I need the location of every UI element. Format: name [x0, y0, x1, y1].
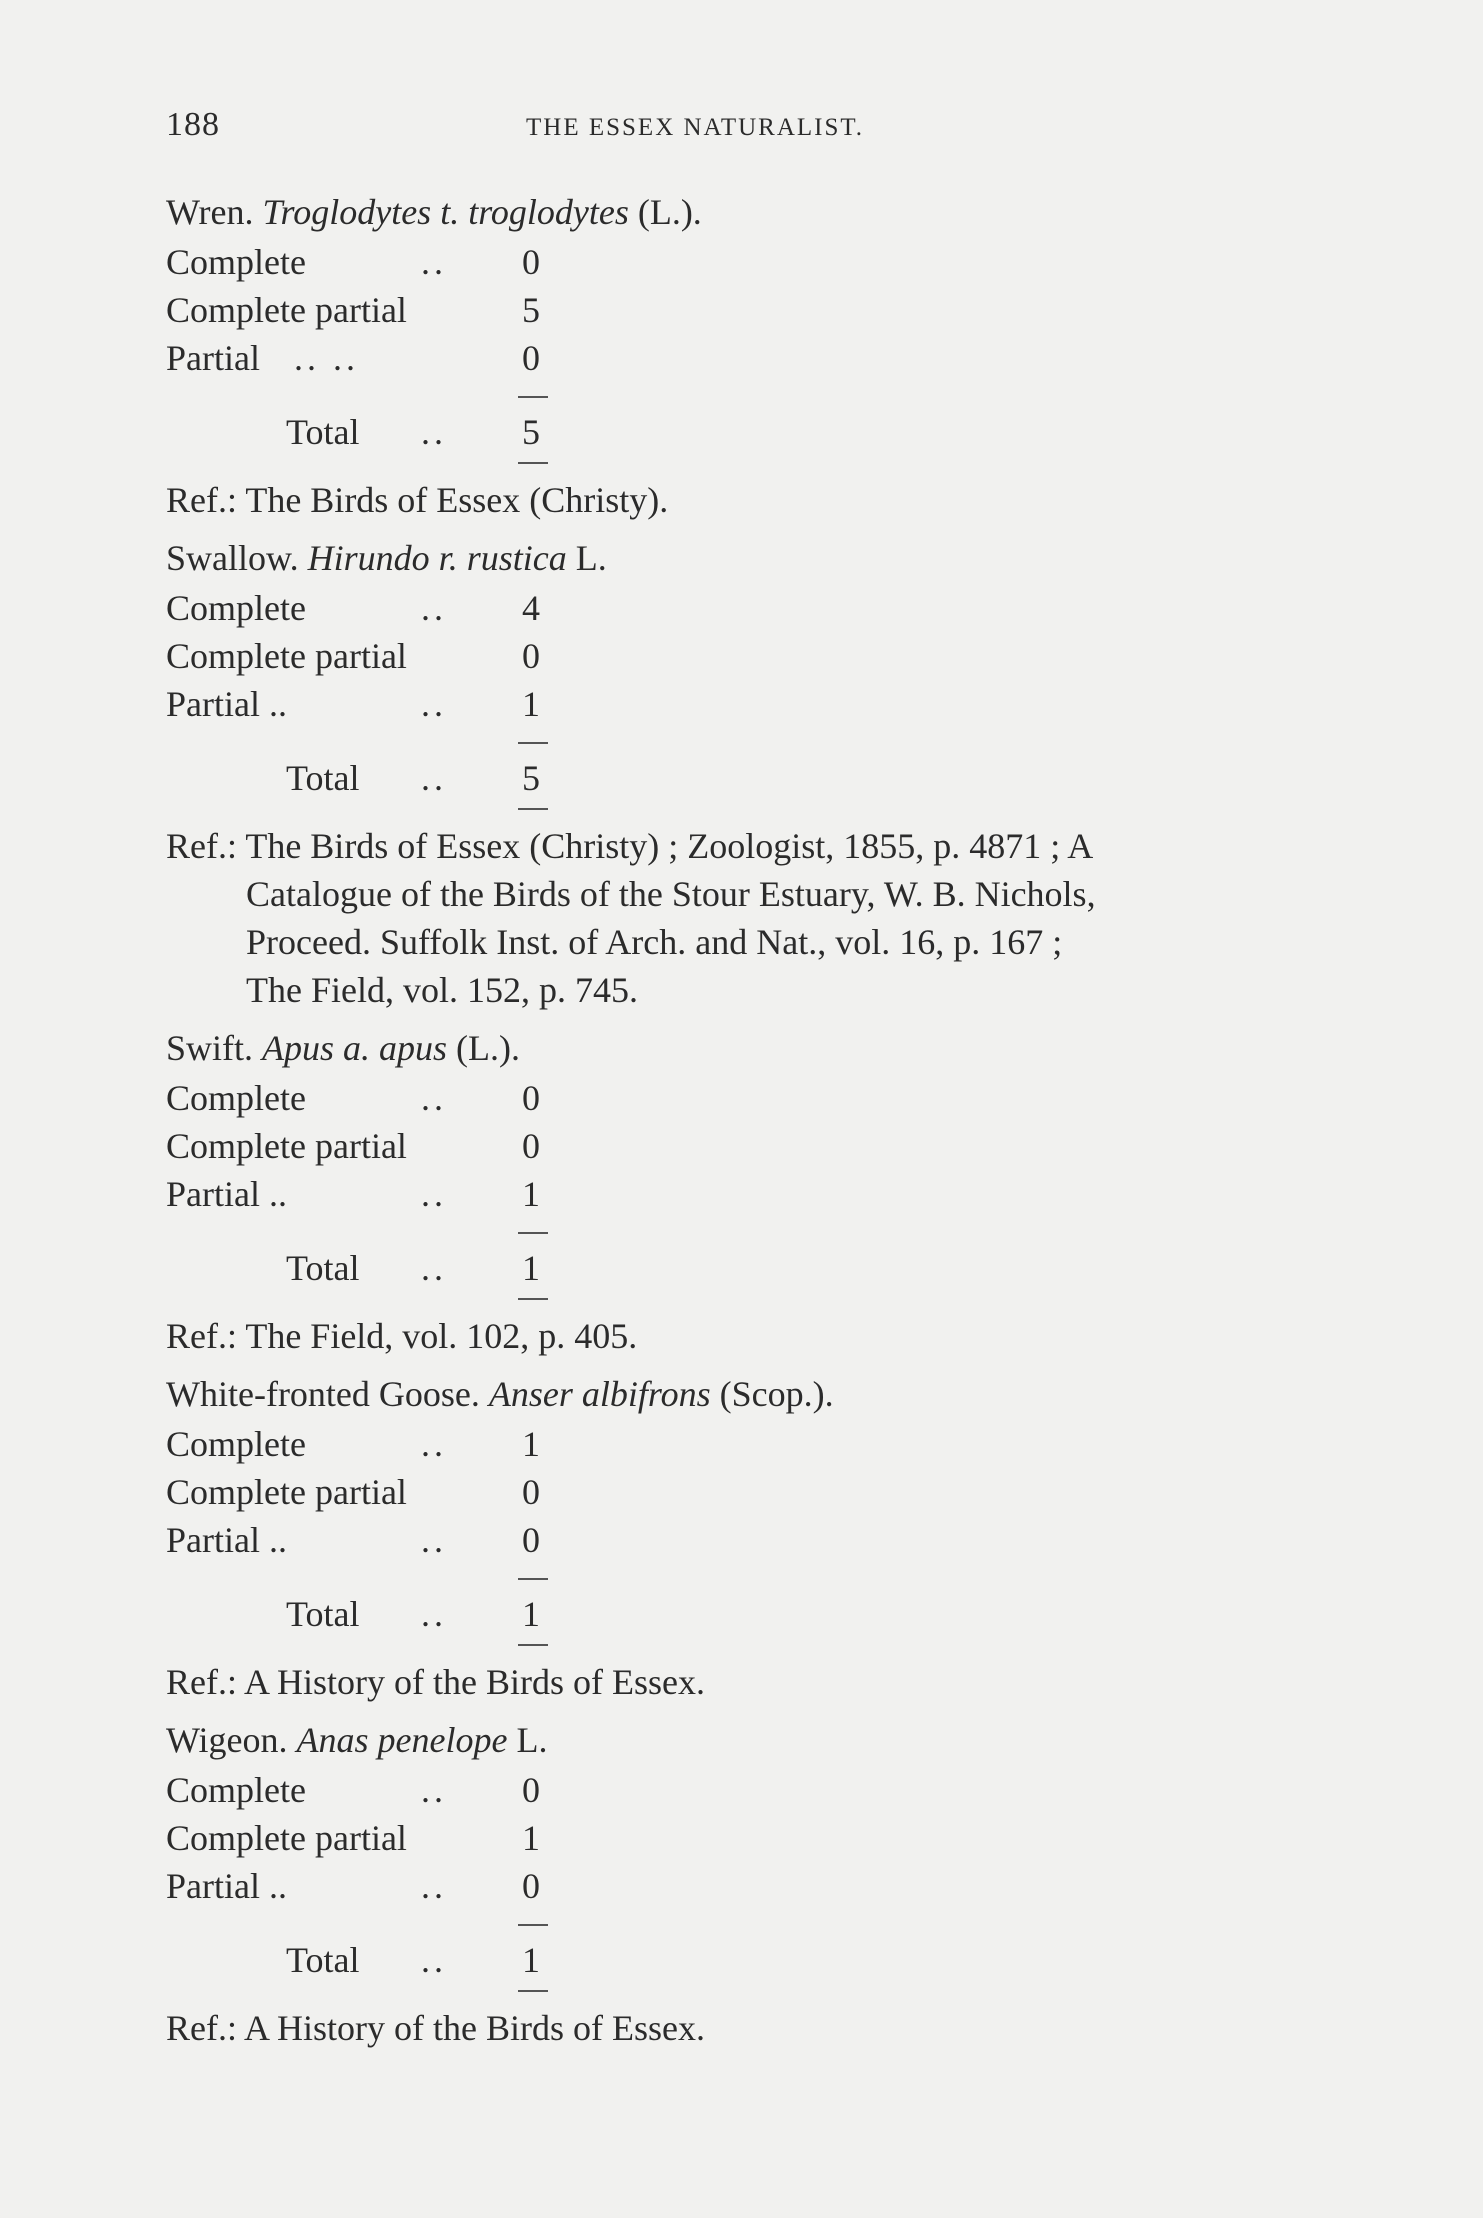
count-value: 1	[522, 1818, 540, 1858]
leader-dots: ..	[421, 588, 447, 628]
leader-dots: ..	[421, 758, 447, 798]
total-label: Total	[286, 758, 360, 798]
total-rule-bottom	[518, 1644, 548, 1646]
reference	[166, 476, 1336, 524]
count-row	[166, 238, 1366, 286]
leader-dots: ..	[421, 1174, 447, 1214]
total-row	[166, 1570, 1366, 1650]
count-label: Partial ..	[166, 1520, 287, 1560]
count-value: 5	[522, 290, 540, 330]
total-rule-top	[518, 742, 548, 744]
page-number: 188	[166, 106, 220, 143]
count-row	[166, 1862, 1366, 1910]
count-row	[166, 1468, 1366, 1516]
total-label: Total	[286, 412, 360, 452]
count-row	[166, 1074, 1366, 1122]
count-value: 0	[522, 1866, 540, 1906]
count-label: Complete partial	[166, 290, 407, 330]
count-label: Partial ..	[166, 1174, 287, 1214]
count-row	[166, 1122, 1366, 1170]
count-value: 4	[522, 588, 540, 628]
count-label: Complete partial	[166, 1472, 407, 1512]
leader-dots: ..	[421, 242, 447, 282]
count-value: 0	[522, 1770, 540, 1810]
leader-dots: ..	[421, 1594, 447, 1634]
total-rule-top	[518, 1232, 548, 1234]
leader-dots: ..	[421, 1424, 447, 1464]
species-common-name: White-fronted Goose.	[166, 1374, 480, 1414]
total-value: 1	[522, 1248, 540, 1288]
reference	[166, 2004, 1336, 2052]
leader-dots: .. ..	[294, 338, 359, 378]
reference-line: Catalogue of the Birds of the Stour Estuary, W. B. Nichols,	[246, 874, 1096, 914]
count-label: Complete	[166, 1770, 306, 1810]
leader-dots: ..	[421, 1940, 447, 1980]
total-row	[166, 734, 1366, 814]
species-common-name: Wren.	[166, 192, 254, 232]
species-scientific-name: Troglodytes t. troglodytes	[262, 192, 629, 232]
species-title	[166, 188, 1366, 238]
count-row	[166, 286, 1366, 334]
reference-line: Ref.: A History of the Birds of Essex.	[166, 1662, 705, 1702]
count-row	[166, 1766, 1366, 1814]
leader-dots: ..	[421, 1770, 447, 1810]
total-rule-bottom	[518, 1298, 548, 1300]
page-header	[166, 106, 976, 156]
total-value: 5	[522, 758, 540, 798]
count-label: Complete partial	[166, 1818, 407, 1858]
total-value: 1	[522, 1940, 540, 1980]
species-title	[166, 1024, 1366, 1074]
species-entry	[166, 1024, 1366, 1360]
count-label: Complete	[166, 242, 306, 282]
count-label: Complete	[166, 1424, 306, 1464]
total-rule-bottom	[518, 808, 548, 810]
species-title	[166, 534, 1366, 584]
count-row	[166, 1170, 1366, 1218]
count-label: Complete	[166, 588, 306, 628]
total-label: Total	[286, 1248, 360, 1288]
species-entry	[166, 534, 1366, 1014]
count-row	[166, 632, 1366, 680]
species-common-name: Swallow.	[166, 538, 299, 578]
leader-dots: ..	[421, 1248, 447, 1288]
leader-dots: ..	[421, 1520, 447, 1560]
species-authority: L.	[516, 1720, 548, 1760]
species-authority: (L.).	[456, 1028, 520, 1068]
species-authority: L.	[575, 538, 607, 578]
count-label: Complete partial	[166, 636, 407, 676]
count-row	[166, 1814, 1366, 1862]
count-row	[166, 680, 1366, 728]
species-title	[166, 1370, 1366, 1420]
total-label: Total	[286, 1594, 360, 1634]
count-value: 0	[522, 1126, 540, 1166]
reference	[166, 822, 1336, 1014]
total-rule-bottom	[518, 1990, 548, 1992]
count-label: Complete	[166, 1078, 306, 1118]
count-value: 0	[522, 1078, 540, 1118]
count-label: Partial	[166, 338, 260, 378]
leader-dots: ..	[421, 1078, 447, 1118]
species-entry	[166, 1370, 1366, 1706]
species-common-name: Swift.	[166, 1028, 254, 1068]
count-row	[166, 584, 1366, 632]
reference-line: The Field, vol. 152, p. 745.	[246, 970, 638, 1010]
count-label: Complete partial	[166, 1126, 407, 1166]
reference-line: Proceed. Suffolk Inst. of Arch. and Nat., vol. 16, p. 167 ;	[246, 922, 1063, 962]
total-value: 5	[522, 412, 540, 452]
reference-line: Ref.: The Field, vol. 102, p. 405.	[166, 1316, 638, 1356]
total-rule-top	[518, 396, 548, 398]
species-scientific-name: Hirundo r. rustica	[307, 538, 567, 578]
leader-dots: ..	[421, 1866, 447, 1906]
count-row	[166, 1516, 1366, 1564]
reference-line: Ref.: The Birds of Essex (Christy).	[166, 480, 669, 520]
count-label: Partial ..	[166, 684, 287, 724]
total-label: Total	[286, 1940, 360, 1980]
total-row	[166, 1916, 1366, 1996]
total-rule-top	[518, 1924, 548, 1926]
species-scientific-name: Anas penelope	[296, 1720, 508, 1760]
count-label: Partial ..	[166, 1866, 287, 1906]
reference	[166, 1312, 1336, 1360]
count-value: 0	[522, 1520, 540, 1560]
count-value: 1	[522, 684, 540, 724]
total-rule-bottom	[518, 462, 548, 464]
total-value: 1	[522, 1594, 540, 1634]
page-body	[166, 188, 1366, 2062]
total-row	[166, 388, 1366, 468]
count-value: 0	[522, 338, 540, 378]
count-value: 1	[522, 1424, 540, 1464]
leader-dots: ..	[421, 412, 447, 452]
count-value: 1	[522, 1174, 540, 1214]
leader-dots: ..	[421, 684, 447, 724]
total-row	[166, 1224, 1366, 1304]
species-scientific-name: Anser albifrons	[488, 1374, 711, 1414]
running-head: THE ESSEX NATURALIST.	[526, 114, 865, 141]
species-authority: (Scop.).	[719, 1374, 834, 1414]
count-value: 0	[522, 242, 540, 282]
count-row	[166, 1420, 1366, 1468]
count-row	[166, 334, 1366, 382]
reference-line: Ref.: The Birds of Essex (Christy) ; Zoologist, 1855, p. 4871 ; A	[166, 826, 1094, 866]
reference-line: Ref.: A History of the Birds of Essex.	[166, 2008, 705, 2048]
species-scientific-name: Apus a. apus	[262, 1028, 448, 1068]
reference	[166, 1658, 1336, 1706]
species-entry	[166, 1716, 1366, 2052]
count-value: 0	[522, 636, 540, 676]
species-authority: (L.).	[637, 192, 702, 232]
species-entry	[166, 188, 1366, 524]
species-common-name: Wigeon.	[166, 1720, 288, 1760]
total-rule-top	[518, 1578, 548, 1580]
count-value: 0	[522, 1472, 540, 1512]
species-title	[166, 1716, 1366, 1766]
